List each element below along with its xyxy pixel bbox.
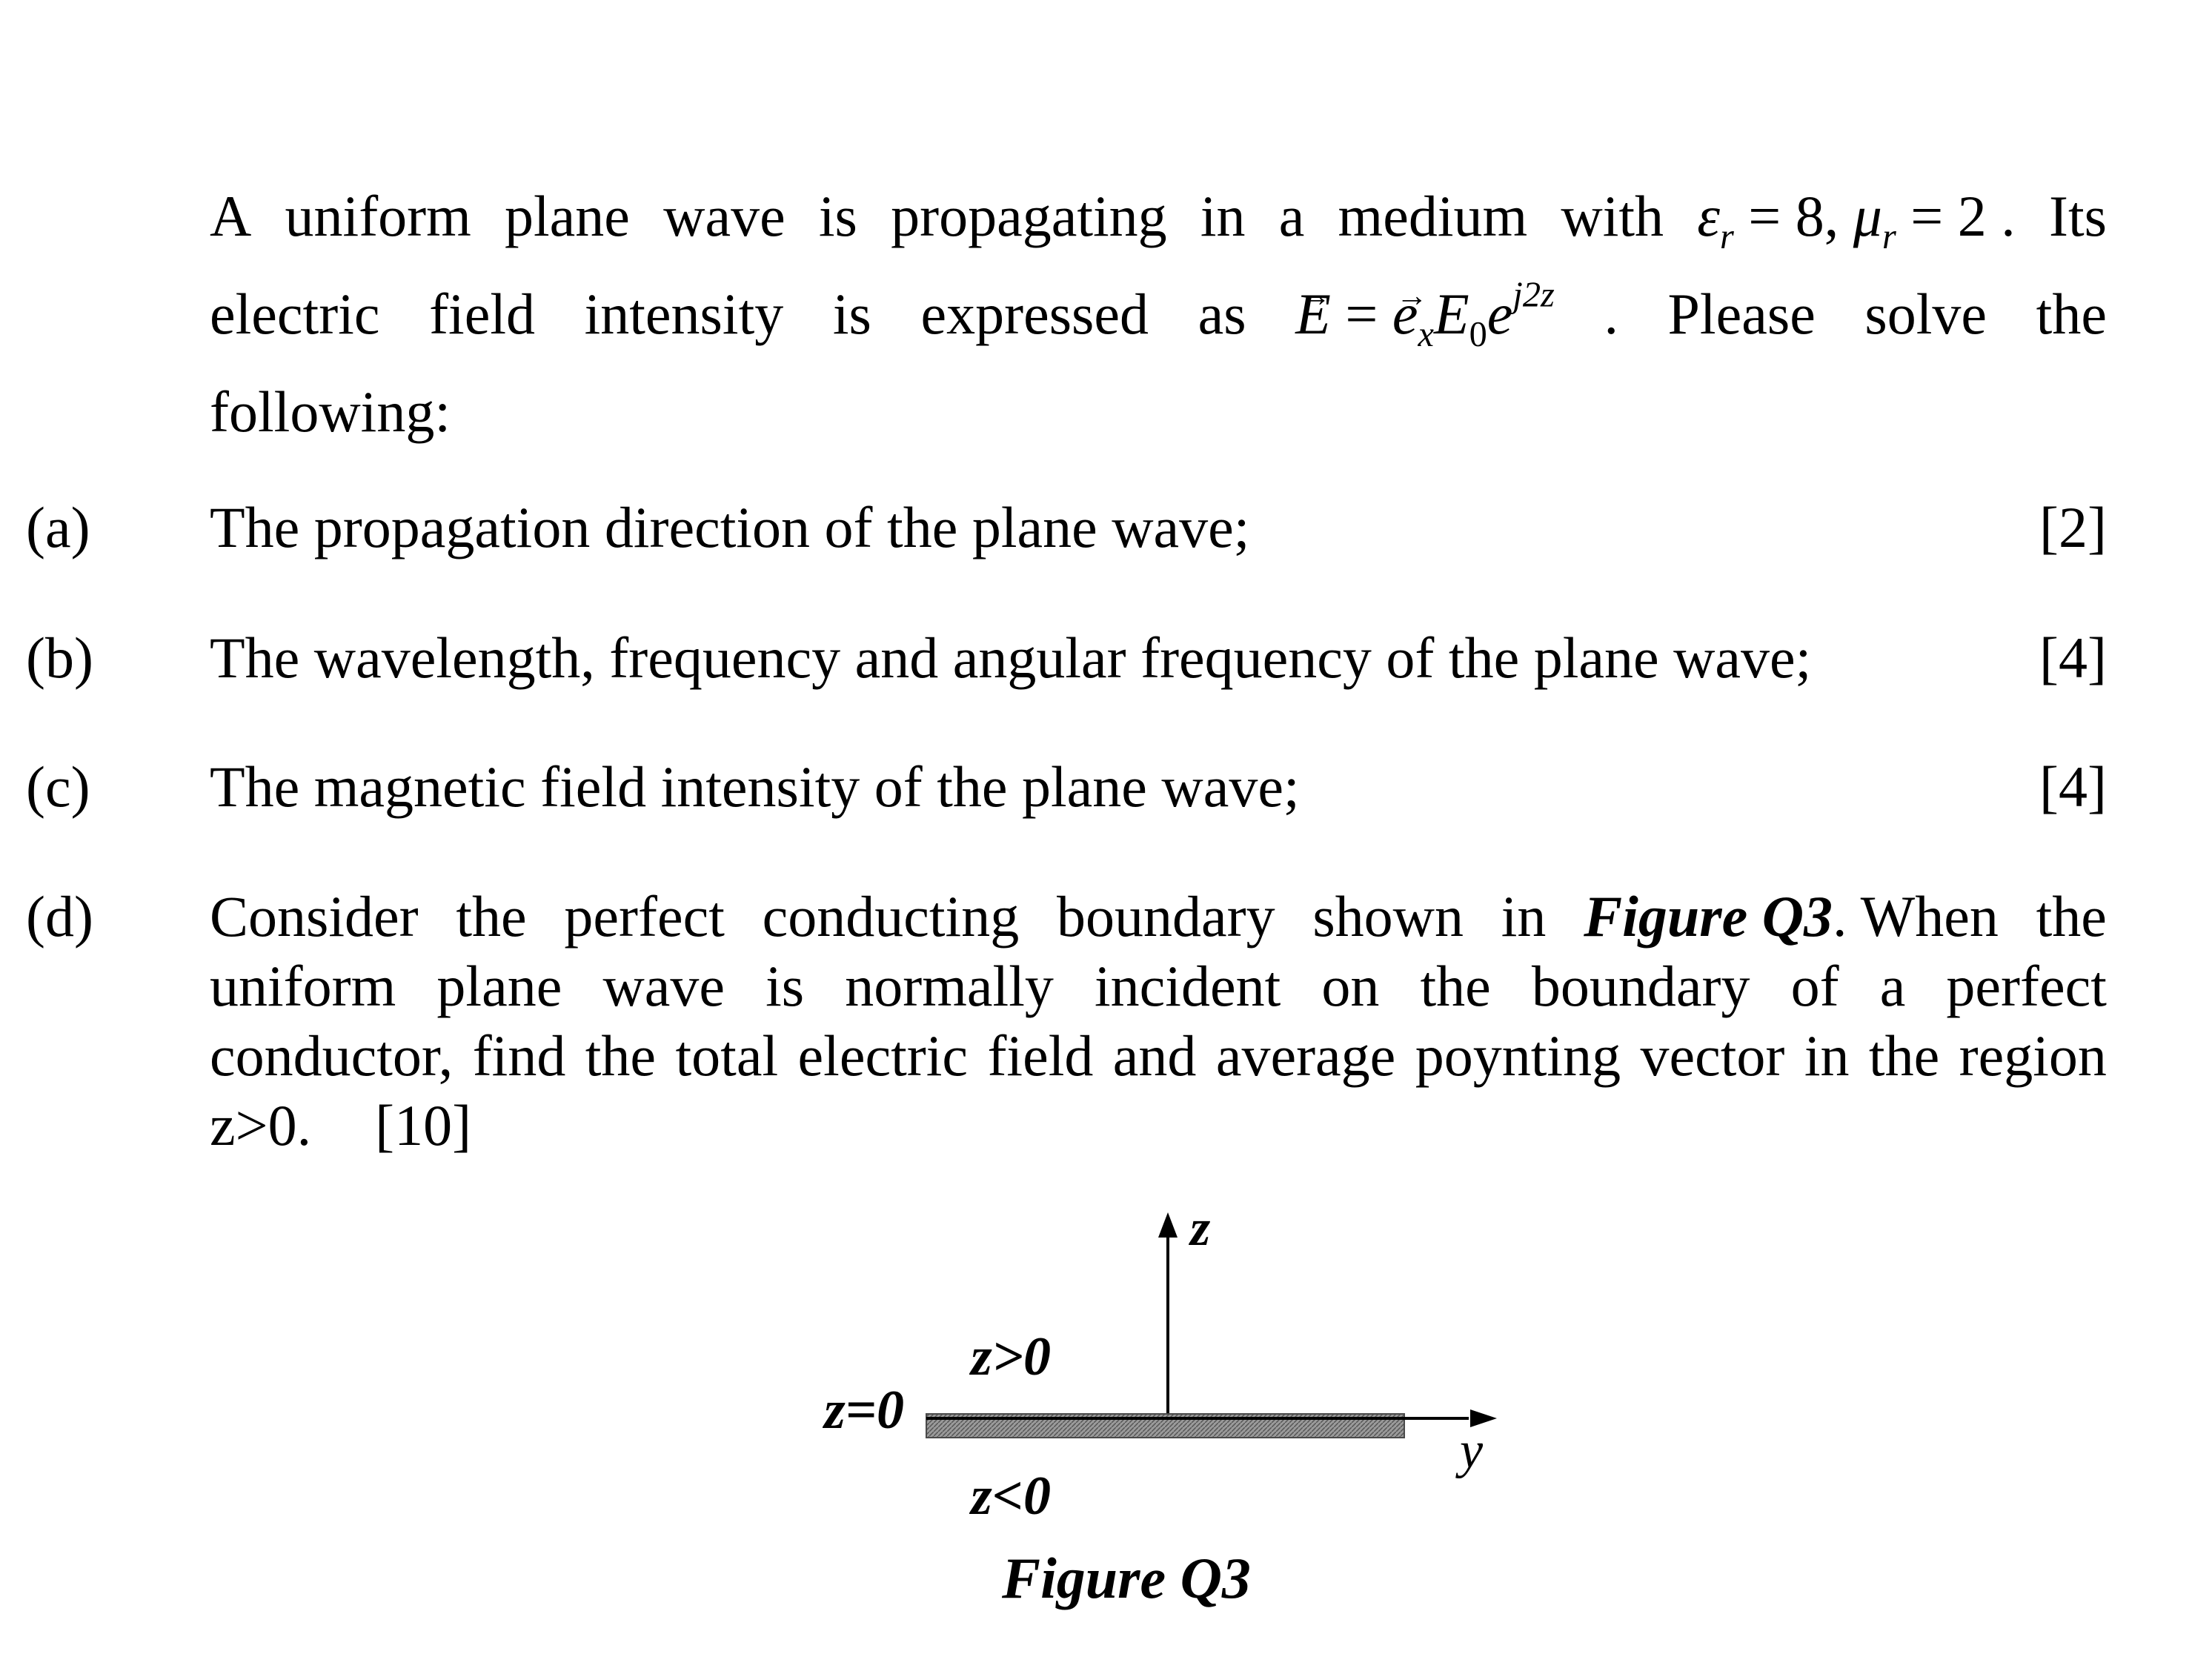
word: medium: [1338, 184, 1528, 248]
word: expressed: [920, 282, 1149, 346]
subscript: 0: [1469, 314, 1487, 354]
z-axis-label: z: [1190, 1200, 1211, 1257]
question-text: The wavelength, frequency and angular frequency of the plane wave;: [210, 625, 1812, 690]
word: poynting: [1415, 1023, 1621, 1088]
word: the: [1420, 954, 1491, 1018]
word: perfect: [564, 884, 725, 949]
word: on: [1321, 954, 1380, 1018]
word: plane: [505, 184, 630, 248]
word: in: [1804, 1023, 1850, 1088]
vector-E: → E: [1295, 265, 1331, 363]
word: uniform: [285, 184, 471, 248]
subscript: x: [1418, 314, 1434, 354]
word: in: [1501, 884, 1547, 949]
word: normally: [845, 954, 1054, 1018]
word: z>0.: [210, 1093, 312, 1158]
question-marks: [4]: [2039, 625, 2107, 690]
word: uniform: [210, 954, 396, 1018]
epsilon-symbol: ε: [1697, 184, 1720, 248]
word: Its: [2048, 184, 2107, 248]
word: conductor,: [210, 1023, 454, 1088]
word: electric: [210, 282, 380, 346]
word: region: [1959, 1023, 2107, 1088]
word: the: [2036, 884, 2107, 949]
word: the: [2036, 282, 2107, 346]
word: boundary: [1531, 954, 1750, 1018]
value-text: = 8,: [1733, 184, 1853, 248]
word: the: [456, 884, 527, 949]
word: the: [585, 1023, 657, 1088]
word: solve: [1864, 282, 1987, 346]
word: is: [818, 184, 857, 248]
region-above-label: z>0: [971, 1326, 1051, 1387]
figure-caption: Figure Q3: [1002, 1546, 1251, 1610]
equals-sign: =: [1330, 282, 1392, 346]
word: perfect: [1946, 954, 2107, 1018]
word: of: [1790, 954, 1839, 1018]
word: a: [1879, 954, 1906, 1018]
word: is: [765, 954, 805, 1018]
mu-symbol: μ: [1853, 184, 1882, 248]
question-marks: [2]: [2039, 495, 2107, 559]
period: .: [1604, 282, 1618, 346]
exponential-base: e: [1487, 282, 1513, 346]
word: plane: [436, 954, 562, 1018]
word: field: [987, 1023, 1094, 1088]
word: a: [1278, 184, 1305, 248]
word: average: [1215, 1023, 1396, 1088]
boundary-label: z=0: [824, 1380, 904, 1441]
word: wave: [663, 184, 786, 248]
question-label: (a): [26, 495, 90, 559]
y-axis-label: y: [1460, 1422, 1484, 1479]
intro-line-3: following:: [210, 379, 451, 444]
word: shown: [1312, 884, 1464, 949]
word: . When: [1833, 884, 1999, 949]
subscript: r: [1881, 216, 1896, 256]
unit-vector-e: → e: [1392, 265, 1418, 363]
value-text: = 2 .: [1896, 184, 2016, 248]
amplitude-E: E: [1433, 282, 1469, 346]
word: Consider: [210, 884, 419, 949]
question-label: (c): [26, 754, 90, 819]
word: intensity: [584, 282, 784, 346]
word: total: [675, 1023, 779, 1088]
word: electric: [797, 1023, 969, 1088]
figure-reference: Figure Q3: [1584, 884, 1833, 949]
question-marks: [10]: [375, 1093, 472, 1158]
word: A: [210, 184, 252, 248]
exponent: j2z: [1512, 275, 1555, 315]
word: find: [472, 1023, 566, 1088]
subscript: r: [1719, 216, 1734, 256]
word: vector: [1640, 1023, 1785, 1088]
word: as: [1198, 282, 1246, 346]
word: boundary: [1056, 884, 1275, 949]
word: conducting: [762, 884, 1020, 949]
word: propagating: [891, 184, 1167, 248]
question-text: The propagation direction of the plane wave;: [210, 495, 1250, 559]
word: Please: [1667, 282, 1816, 346]
word: incident: [1094, 954, 1281, 1018]
word: the: [1868, 1023, 1940, 1088]
question-label: (d): [26, 884, 93, 949]
word: and: [1112, 1023, 1197, 1088]
question-label: (b): [26, 625, 93, 690]
word: field: [429, 282, 535, 346]
z-axis-arrowhead: [1158, 1212, 1178, 1238]
question-text: The magnetic field intensity of the plane wave;: [210, 754, 1300, 819]
question-marks: [4]: [2039, 754, 2107, 819]
word: in: [1200, 184, 1246, 248]
region-below-label: z<0: [971, 1466, 1051, 1527]
word: with: [1561, 184, 1664, 248]
word: wave: [602, 954, 725, 1018]
word: is: [832, 282, 871, 346]
